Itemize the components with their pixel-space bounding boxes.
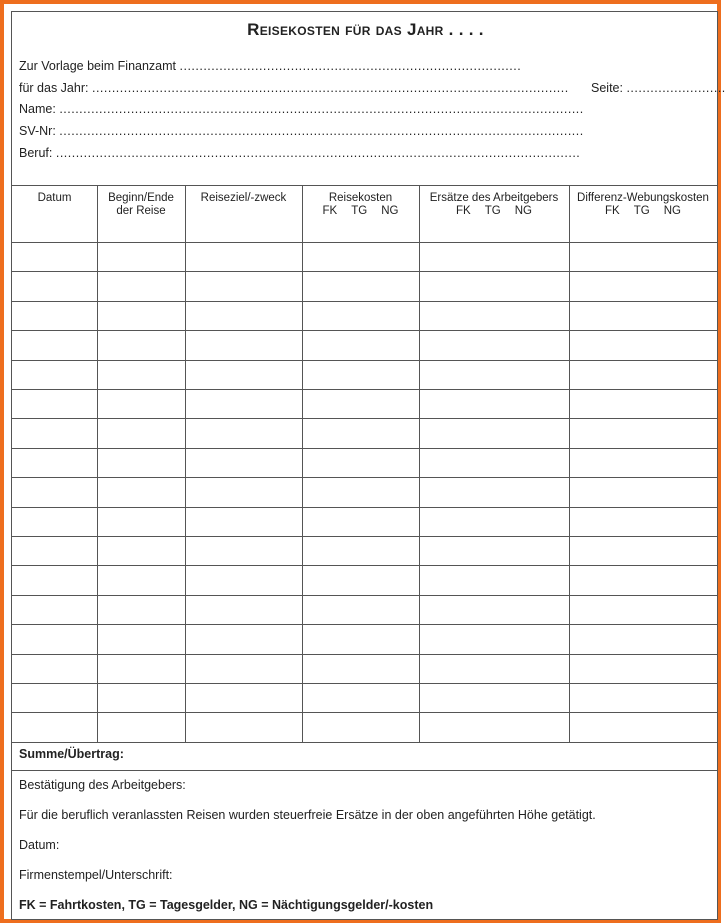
- sub-tg: TG: [351, 205, 368, 217]
- table-top-line: [12, 185, 717, 186]
- jahr-field[interactable]: [19, 81, 569, 95]
- col-differenz: [569, 192, 717, 218]
- jahr-label: für das Jahr:: [19, 81, 89, 95]
- table-cell[interactable]: [12, 507, 97, 536]
- table-cell[interactable]: [185, 448, 302, 477]
- stempel-label[interactable]: Firmenstempel/Unterschrift:: [19, 868, 173, 882]
- seite-label: Seite:: [591, 81, 623, 95]
- table-cell[interactable]: [97, 271, 185, 300]
- col-differenz-title: Differenz-Webungskosten: [577, 192, 709, 204]
- name-field[interactable]: [19, 102, 584, 116]
- table-cell[interactable]: [419, 330, 569, 359]
- table-cell[interactable]: [302, 330, 419, 359]
- table-cell[interactable]: [419, 477, 569, 506]
- col-beginn-ende: [97, 192, 185, 218]
- table-cell[interactable]: [12, 565, 97, 594]
- table-cell[interactable]: [419, 271, 569, 300]
- table-cell[interactable]: [419, 595, 569, 624]
- col-ersaetze-subs: [419, 205, 569, 218]
- table-cell[interactable]: [12, 624, 97, 653]
- table-cell[interactable]: [569, 389, 717, 418]
- table-cell[interactable]: [185, 712, 302, 741]
- svnr-label: SV-Nr:: [19, 124, 56, 138]
- col-differenz-subs: [569, 205, 717, 218]
- table-cell[interactable]: [569, 683, 717, 712]
- table-cell[interactable]: [302, 624, 419, 653]
- table-cell[interactable]: [302, 271, 419, 300]
- form-title: Reisekosten für das Jahr . . . .: [247, 20, 484, 39]
- table-cell[interactable]: [302, 448, 419, 477]
- table-cell[interactable]: [12, 536, 97, 565]
- table-cell[interactable]: [302, 683, 419, 712]
- table-cell[interactable]: [185, 624, 302, 653]
- table-cell[interactable]: [302, 389, 419, 418]
- table-cell[interactable]: [185, 507, 302, 536]
- col-reiseziel-title: Reiseziel/-zweck: [200, 192, 287, 204]
- table-cell[interactable]: [97, 683, 185, 712]
- table-cell[interactable]: [97, 330, 185, 359]
- table-cell[interactable]: [569, 712, 717, 741]
- table-cell[interactable]: [97, 624, 185, 653]
- datum-label[interactable]: Datum:: [19, 838, 60, 852]
- table-cell[interactable]: [419, 448, 569, 477]
- table-cell[interactable]: [12, 418, 97, 447]
- table-cell[interactable]: [569, 477, 717, 506]
- table-cell[interactable]: [569, 418, 717, 447]
- sub-fk: FK: [456, 205, 471, 217]
- table-cell[interactable]: [185, 242, 302, 271]
- table-cell[interactable]: [302, 477, 419, 506]
- table-cell[interactable]: [569, 507, 717, 536]
- table-cell[interactable]: [569, 624, 717, 653]
- svnr-dots: ....................................................................................................................................: [59, 124, 584, 138]
- table-cell[interactable]: [302, 595, 419, 624]
- table-cell[interactable]: [302, 360, 419, 389]
- table-cell[interactable]: [12, 683, 97, 712]
- table-cell[interactable]: [12, 301, 97, 330]
- table-cell[interactable]: [97, 536, 185, 565]
- table-cell[interactable]: [302, 712, 419, 741]
- table-cell[interactable]: [185, 360, 302, 389]
- table-cell[interactable]: [97, 301, 185, 330]
- col-reiseziel: [185, 192, 302, 205]
- table-cell[interactable]: [569, 271, 717, 300]
- col-ersaetze-title: Ersätze des Arbeitgebers: [429, 192, 559, 204]
- beruf-label: Beruf:: [19, 146, 53, 160]
- table-cell[interactable]: [419, 507, 569, 536]
- table-cell[interactable]: [185, 536, 302, 565]
- table-cell[interactable]: [185, 477, 302, 506]
- table-cell[interactable]: [12, 271, 97, 300]
- table-cell[interactable]: [569, 448, 717, 477]
- table-cell[interactable]: [419, 360, 569, 389]
- table-cell[interactable]: [12, 389, 97, 418]
- table-cell[interactable]: [12, 654, 97, 683]
- table-cell[interactable]: [97, 595, 185, 624]
- table-cell[interactable]: [419, 242, 569, 271]
- legend-text: FK = Fahrtkosten, TG = Tagesgelder, NG = Nächtigungsgelder/-kosten: [19, 898, 434, 912]
- col-beginn-ende-title: Beginn/Ende: [108, 192, 174, 204]
- table-cell[interactable]: [12, 712, 97, 741]
- table-cell[interactable]: [185, 654, 302, 683]
- table-cell[interactable]: [302, 418, 419, 447]
- table-cell[interactable]: [302, 507, 419, 536]
- table-cell[interactable]: [419, 624, 569, 653]
- table-cell[interactable]: [569, 654, 717, 683]
- sub-tg: TG: [633, 205, 650, 217]
- table-cell[interactable]: [185, 565, 302, 594]
- sub-ng: NG: [663, 205, 681, 217]
- form-sheet: [11, 11, 726, 920]
- table-cell[interactable]: [12, 242, 97, 271]
- table-cell[interactable]: [419, 683, 569, 712]
- table-cell[interactable]: [12, 360, 97, 389]
- table-cell[interactable]: [419, 389, 569, 418]
- table-cell[interactable]: [569, 301, 717, 330]
- table-cell[interactable]: [185, 330, 302, 359]
- table-cell[interactable]: [97, 654, 185, 683]
- table-cell[interactable]: [97, 477, 185, 506]
- col-reisekosten-title: Reisekosten: [328, 192, 393, 204]
- table-cell[interactable]: [185, 271, 302, 300]
- col-reisekosten: [302, 192, 419, 218]
- table-cell[interactable]: [185, 595, 302, 624]
- table-cell[interactable]: [97, 448, 185, 477]
- table-cell[interactable]: [569, 330, 717, 359]
- jahr-dots: ........................................................................................................................: [91, 81, 569, 95]
- sub-ng: NG: [381, 205, 399, 217]
- finanzamt-field[interactable]: [19, 59, 522, 73]
- table-cell[interactable]: [419, 654, 569, 683]
- name-dots: ....................................................................................................................................: [59, 102, 584, 116]
- table-cell[interactable]: [569, 595, 717, 624]
- table-cell[interactable]: [419, 418, 569, 447]
- table-row-line: [12, 742, 717, 743]
- table-cell[interactable]: [12, 330, 97, 359]
- col-beginn-ende-subtitle: der Reise: [116, 205, 166, 217]
- sub-fk: FK: [605, 205, 620, 217]
- col-ersaetze: [419, 192, 569, 218]
- beruf-field[interactable]: [19, 146, 581, 160]
- table-cell[interactable]: [185, 418, 302, 447]
- table-cell[interactable]: [97, 418, 185, 447]
- sub-fk: FK: [322, 205, 338, 217]
- table-cell[interactable]: [302, 654, 419, 683]
- table-cell[interactable]: [97, 389, 185, 418]
- table-cell[interactable]: [185, 389, 302, 418]
- table-cell[interactable]: [419, 712, 569, 741]
- sub-tg: TG: [484, 205, 501, 217]
- finanzamt-dots: ......................................................................................: [179, 59, 522, 73]
- summe-bottom-line: [12, 770, 717, 771]
- table-cell[interactable]: [12, 477, 97, 506]
- beruf-dots: ....................................................................................................................................: [55, 146, 581, 160]
- statement-text: Für die beruflich veranlassten Reisen wurden steuerfreie Ersätze in der oben angeführten Höhe getätigt.: [19, 808, 596, 822]
- col-datum: [12, 192, 97, 205]
- table-cell[interactable]: [302, 301, 419, 330]
- sub-ng: NG: [514, 205, 532, 217]
- bestaetigung-label: Bestätigung des Arbeitgebers:: [19, 778, 186, 792]
- table-cell[interactable]: [97, 565, 185, 594]
- table-cell[interactable]: [302, 536, 419, 565]
- table-cell[interactable]: [419, 301, 569, 330]
- name-label: Name:: [19, 102, 56, 116]
- table-cell[interactable]: [97, 507, 185, 536]
- summe-uebertrag: Summe/Übertrag:: [19, 747, 124, 761]
- table-cell[interactable]: [569, 242, 717, 271]
- table-cell[interactable]: [569, 536, 717, 565]
- svnr-field[interactable]: [19, 124, 584, 138]
- table-cell[interactable]: [97, 242, 185, 271]
- table-cell[interactable]: [302, 242, 419, 271]
- table-cell[interactable]: [185, 683, 302, 712]
- seite-dots: .........................: [626, 81, 726, 95]
- finanzamt-label: Zur Vorlage beim Finanzamt: [19, 59, 177, 73]
- table-cell[interactable]: [419, 536, 569, 565]
- table-cell[interactable]: [97, 360, 185, 389]
- seite-field[interactable]: [591, 81, 726, 95]
- col-datum-title: Datum: [37, 192, 72, 204]
- table-cell[interactable]: [97, 712, 185, 741]
- table-cell[interactable]: [12, 448, 97, 477]
- table-cell[interactable]: [12, 595, 97, 624]
- table-cell[interactable]: [185, 301, 302, 330]
- table-cell[interactable]: [419, 565, 569, 594]
- table-cell[interactable]: [569, 360, 717, 389]
- table-cell[interactable]: [569, 565, 717, 594]
- table-cell[interactable]: [302, 565, 419, 594]
- col-reisekosten-subs: [302, 205, 419, 218]
